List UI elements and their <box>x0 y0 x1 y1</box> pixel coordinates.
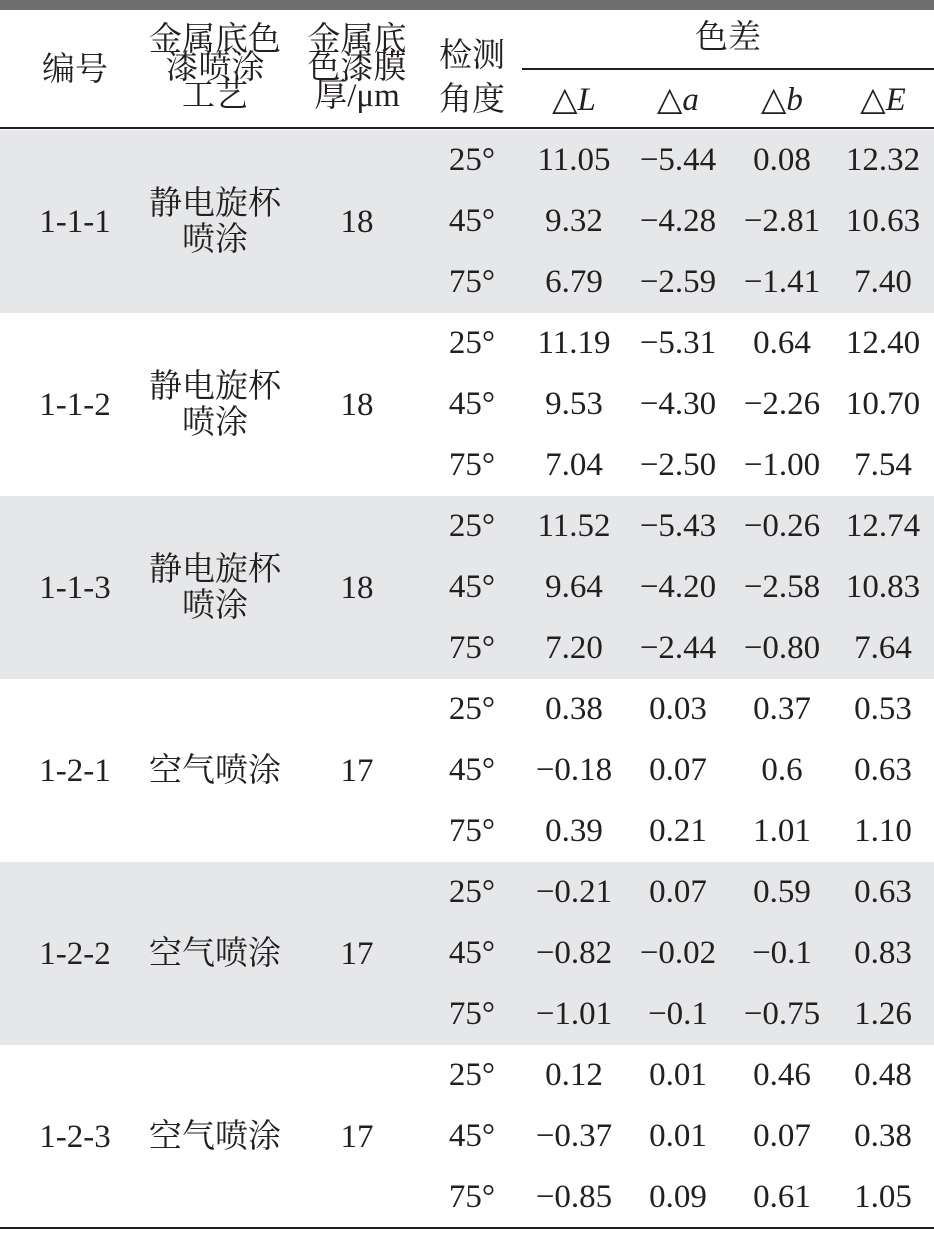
angle-cell: 25° <box>448 325 496 361</box>
value-cell-da: −0.1 <box>648 996 708 1032</box>
value-cell-de: 0.83 <box>854 935 912 971</box>
value-cell-de: 7.40 <box>854 264 912 300</box>
value-cell-da: −0.02 <box>639 935 717 971</box>
value-cell-db: −1.41 <box>743 264 821 300</box>
angle-cell: 75° <box>448 447 496 483</box>
table-top-rule <box>0 0 934 10</box>
value-cell-db: −2.26 <box>743 386 821 422</box>
value-cell-da: 0.21 <box>649 813 707 849</box>
sample-id: 1-2-1 <box>39 753 111 789</box>
spray-process <box>140 1119 290 1155</box>
value-cell-de: 12.32 <box>845 142 921 178</box>
spray-process-line: 喷涂 <box>182 405 248 441</box>
header-color-diff: 色差 <box>695 20 761 56</box>
spray-process <box>140 552 290 624</box>
value-cell-dl: 6.79 <box>545 264 603 300</box>
film-thickness: 17 <box>340 753 374 789</box>
value-cell-dl: 11.05 <box>537 142 611 178</box>
value-cell-de: 0.38 <box>854 1118 912 1154</box>
spray-process-line: 静电旋杯 <box>149 186 281 222</box>
angle-cell: 45° <box>448 203 496 239</box>
value-cell-db: −0.26 <box>743 508 821 544</box>
angle-cell: 45° <box>448 935 496 971</box>
value-cell-db: 0.61 <box>753 1179 811 1215</box>
value-cell-da: −2.44 <box>639 630 717 666</box>
value-cell-da: −4.20 <box>639 569 717 605</box>
value-cell-dl: 9.53 <box>545 386 603 422</box>
value-cell-de: 7.64 <box>854 630 912 666</box>
value-cell-dl: 0.39 <box>545 813 603 849</box>
value-cell-db: 1.01 <box>753 813 811 849</box>
angle-cell: 25° <box>448 142 496 178</box>
angle-cell: 75° <box>448 1179 496 1215</box>
value-cell-db: 0.46 <box>753 1057 811 1093</box>
value-cell-da: −5.31 <box>639 325 717 361</box>
header-delta-a: △a <box>657 82 699 118</box>
spray-process <box>140 753 290 789</box>
film-thickness: 17 <box>340 1119 374 1155</box>
angle-cell: 75° <box>448 996 496 1032</box>
value-cell-db: 0.59 <box>753 874 811 910</box>
value-cell-dl: 9.64 <box>545 569 603 605</box>
sample-id: 1-1-1 <box>39 204 111 240</box>
value-cell-dl: 7.04 <box>545 447 603 483</box>
value-cell-dl: 9.32 <box>545 203 603 239</box>
value-cell-db: 0.37 <box>753 691 811 727</box>
value-cell-da: 0.07 <box>649 752 707 788</box>
value-cell-de: 10.83 <box>845 569 921 605</box>
value-cell-dl: 0.38 <box>545 691 603 727</box>
angle-cell: 25° <box>448 874 496 910</box>
value-cell-db: −2.58 <box>743 569 821 605</box>
header-process: 金属底色 漆喷涂 工艺 <box>149 22 281 114</box>
spray-process-line: 空气喷涂 <box>149 1119 281 1155</box>
header-thickness: 金属底 色漆膜 厚/μm <box>307 22 407 114</box>
header-rule <box>0 127 934 129</box>
value-cell-da: 0.07 <box>649 874 707 910</box>
film-thickness: 17 <box>340 936 374 972</box>
film-thickness: 18 <box>340 570 374 606</box>
spray-process-line: 空气喷涂 <box>149 936 281 972</box>
value-cell-da: −5.44 <box>639 142 717 178</box>
header-delta-e: △E <box>860 82 906 118</box>
film-thickness: 18 <box>340 204 374 240</box>
value-cell-da: −4.28 <box>639 203 717 239</box>
value-cell-db: 0.64 <box>753 325 811 361</box>
header-delta-l: △L <box>552 82 596 118</box>
value-cell-de: 7.54 <box>854 447 912 483</box>
value-cell-da: 0.01 <box>649 1057 707 1093</box>
header-id: 编号 <box>42 52 108 88</box>
value-cell-de: 0.48 <box>854 1057 912 1093</box>
angle-cell: 25° <box>448 1057 496 1093</box>
value-cell-de: 10.63 <box>845 203 921 239</box>
value-cell-de: 1.10 <box>854 813 912 849</box>
value-cell-de: 12.40 <box>845 325 921 361</box>
angle-cell: 25° <box>448 508 496 544</box>
angle-cell: 45° <box>448 569 496 605</box>
spray-process <box>140 369 290 441</box>
film-thickness: 18 <box>340 387 374 423</box>
value-cell-dl: 11.19 <box>537 325 611 361</box>
value-cell-da: −5.43 <box>639 508 717 544</box>
spray-process-line: 空气喷涂 <box>149 753 281 789</box>
header-delta-b: △b <box>761 82 803 118</box>
value-cell-de: 0.53 <box>854 691 912 727</box>
angle-cell: 75° <box>448 813 496 849</box>
header-angle: 检测 角度 <box>439 38 505 118</box>
value-cell-dl: −0.37 <box>535 1118 613 1154</box>
value-cell-dl: −0.21 <box>535 874 613 910</box>
value-cell-de: 0.63 <box>854 874 912 910</box>
value-cell-db: 0.07 <box>753 1118 811 1154</box>
spray-process-line: 静电旋杯 <box>149 552 281 588</box>
spray-process <box>140 186 290 258</box>
color-diff-rule <box>522 68 934 70</box>
angle-cell: 45° <box>448 386 496 422</box>
sample-id: 1-2-2 <box>39 936 111 972</box>
value-cell-db: −0.1 <box>752 935 812 971</box>
value-cell-dl: 11.52 <box>537 508 611 544</box>
value-cell-db: −0.75 <box>743 996 821 1032</box>
value-cell-dl: −0.18 <box>535 752 613 788</box>
angle-cell: 45° <box>448 1118 496 1154</box>
value-cell-de: 10.70 <box>845 386 921 422</box>
value-cell-de: 12.74 <box>845 508 921 544</box>
value-cell-db: −1.00 <box>743 447 821 483</box>
value-cell-dl: −0.82 <box>535 935 613 971</box>
spray-process-line: 喷涂 <box>182 222 248 258</box>
value-cell-dl: 7.20 <box>545 630 603 666</box>
sample-id: 1-1-2 <box>39 387 111 423</box>
value-cell-da: 0.09 <box>649 1179 707 1215</box>
value-cell-dl: −0.85 <box>535 1179 613 1215</box>
angle-cell: 75° <box>448 264 496 300</box>
value-cell-da: 0.03 <box>649 691 707 727</box>
angle-cell: 45° <box>448 752 496 788</box>
angle-cell: 25° <box>448 691 496 727</box>
table-bottom-rule <box>0 1227 934 1229</box>
value-cell-de: 0.63 <box>854 752 912 788</box>
value-cell-db: 0.6 <box>761 752 803 788</box>
value-cell-dl: −1.01 <box>535 996 613 1032</box>
sample-id: 1-2-3 <box>39 1119 111 1155</box>
value-cell-da: 0.01 <box>649 1118 707 1154</box>
value-cell-da: −2.59 <box>639 264 717 300</box>
value-cell-db: −0.80 <box>743 630 821 666</box>
value-cell-dl: 0.12 <box>545 1057 603 1093</box>
value-cell-de: 1.26 <box>854 996 912 1032</box>
value-cell-de: 1.05 <box>854 1179 912 1215</box>
angle-cell: 75° <box>448 630 496 666</box>
spray-process-line: 喷涂 <box>182 588 248 624</box>
spray-process <box>140 936 290 972</box>
spray-process-line: 静电旋杯 <box>149 369 281 405</box>
value-cell-db: 0.08 <box>753 142 811 178</box>
sample-id: 1-1-3 <box>39 570 111 606</box>
value-cell-da: −4.30 <box>639 386 717 422</box>
value-cell-da: −2.50 <box>639 447 717 483</box>
value-cell-db: −2.81 <box>743 203 821 239</box>
